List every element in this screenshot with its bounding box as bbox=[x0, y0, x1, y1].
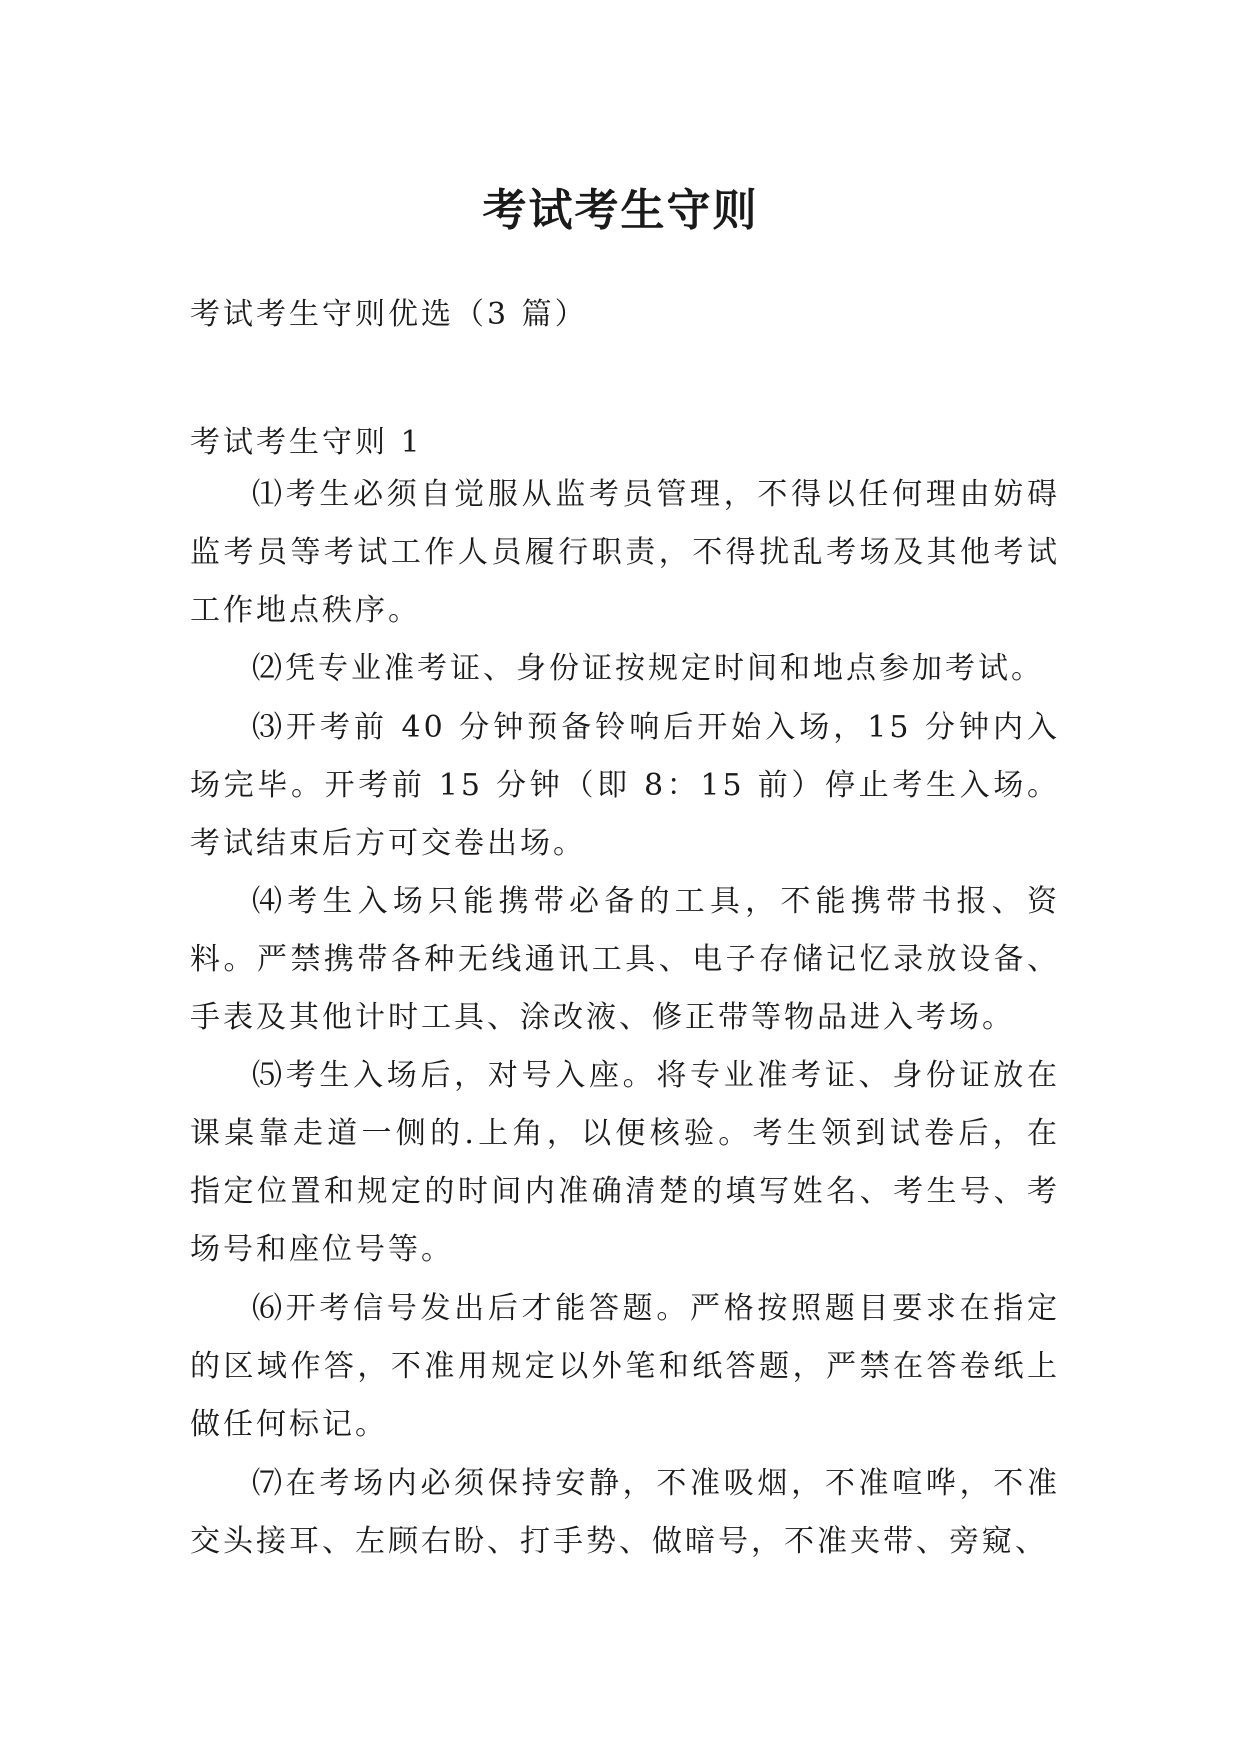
rule-paragraph-6: ⑹开考信号发出后才能答题。严格按照题目要求在指定的区域作答，不准用规定以外笔和纸答题，严禁在答卷纸上做任何标记。 bbox=[190, 1291, 1060, 1442]
rule-paragraph-5: ⑸考生入场后，对号入座。将专业准考证、身份证放在课桌靠走道一侧的.上角，以便核验。考生领到试卷后，在指定位置和规定的时间内准确清楚的填写姓名、考生号、考场号和座位号等。 bbox=[190, 1058, 1060, 1267]
rule-paragraph-1: ⑴考生必须自觉服从监考员管理，不得以任何理由妨碍监考员等考试工作人员履行职责，不得扰乱考场及其他考试工作地点秩序。 bbox=[190, 477, 1060, 628]
document-subtitle: 考试考生守则优选（3 篇） bbox=[190, 297, 588, 332]
document-title: 考试考生守则 bbox=[482, 185, 759, 237]
section-heading: 考试考生守则 1 bbox=[190, 425, 423, 460]
rule-paragraph-7: ⑺在考场内必须保持安静，不准吸烟，不准喧哗，不准交头接耳、左顾右盼、打手势、做暗号，不准夹带、旁窥、 bbox=[190, 1466, 1060, 1559]
rule-paragraph-4: ⑷考生入场只能携带必备的工具，不能携带书报、资料。严禁携带各种无线通讯工具、电子存储记忆录放设备、手表及其他计时工具、涂改液、修正带等物品进入考场。 bbox=[190, 884, 1060, 1035]
rule-paragraph-2: ⑵凭专业准考证、身份证按规定时间和地点参加考试。 bbox=[252, 651, 1044, 686]
rule-paragraph-3: ⑶开考前 40 分钟预备铃响后开始入场，15 分钟内入场完毕。开考前 15 分钟（即 8：15 前）停止考生入场。考试结束后方可交卷出场。 bbox=[190, 710, 1060, 861]
